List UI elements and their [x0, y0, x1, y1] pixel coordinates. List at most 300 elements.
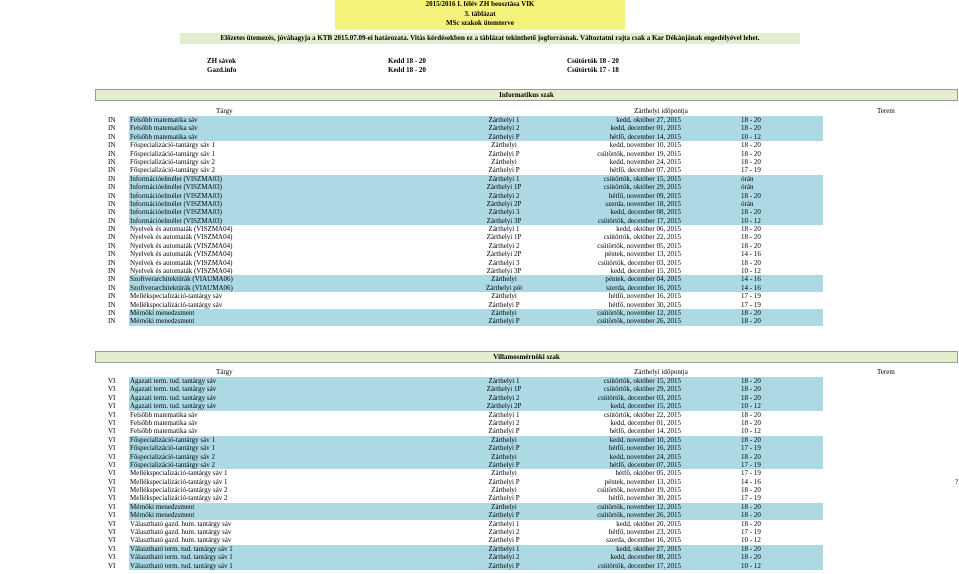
program-code-cell: IN: [108, 225, 116, 234]
zh-savok-label: ZH sávok: [207, 57, 236, 65]
subject-cell: Felsőbb matematika sáv: [130, 418, 198, 427]
exam-time-cell: 17 - 19: [741, 494, 761, 503]
program-code-cell: VI: [108, 460, 116, 469]
exam-date-cell: csütörtök, december 03, 2015: [597, 258, 681, 267]
program-code-cell: IN: [108, 250, 116, 259]
exam-type-cell: Zárthelyi 1: [488, 544, 520, 553]
program-code-cell: IN: [108, 183, 116, 192]
exam-date-cell: kedd, december 15, 2015: [610, 402, 681, 411]
exam-type-cell: Zárthelyi 3P: [486, 216, 522, 225]
gazd-sav-b: Csütörtök 17 - 18: [567, 66, 619, 74]
exam-type-cell: Zárthelyi 1: [488, 519, 520, 528]
table-row: [95, 385, 958, 393]
program-code-cell: VI: [108, 511, 116, 520]
subject-cell: Választható gazd. hum. tantárgy sáv: [130, 519, 232, 528]
exam-type-cell: Zárthelyi P: [488, 536, 520, 545]
subject-cell: Választható gazd. hum. tantárgy sáv: [130, 528, 232, 537]
exam-time-cell: 18 - 20: [741, 241, 761, 250]
exam-time-cell: 18 - 20: [741, 418, 761, 427]
exam-date-cell: csütörtök, november 05, 2015: [597, 241, 681, 250]
program-code-cell: IN: [108, 267, 116, 276]
table-row: [95, 478, 958, 486]
notice-banner: Előzetes ütemezés, jóváhagyja a KTB 2015.07.09-ei határozata. Vitás kérdésekben ez a táblázat tekinthető jogforrásnak. Változtatni rajta csak a Kar Dékánjának engedélyével lehet.: [180, 33, 800, 44]
table-row: [95, 275, 958, 283]
exam-time-cell: 14 - 16: [741, 283, 761, 292]
exam-type-cell: Zárthelyi P: [488, 511, 520, 520]
table-row: [95, 208, 958, 216]
exam-type-cell: Zárthelyi 1: [488, 225, 520, 234]
exam-type-cell: Zárthelyi 1: [488, 174, 520, 183]
program-code-cell: VI: [108, 494, 116, 503]
exam-time-cell: 18 - 20: [741, 317, 761, 326]
exam-date-cell: hétfő, október 05, 2015: [615, 469, 681, 478]
program-code-cell: IN: [108, 241, 116, 250]
exam-type-cell: Zárthelyi 2: [488, 528, 520, 537]
program-code-cell: VI: [108, 410, 116, 419]
exam-type-cell: Zárthelyi 3P: [486, 267, 522, 276]
zh-sav-b: Csütörtök 18 - 20: [567, 57, 619, 65]
table-row: [95, 520, 958, 528]
subject-cell: Főspecializáció-tantárgy sáv 1: [130, 149, 216, 158]
exam-date-cell: csütörtök, október 22, 2015: [603, 410, 681, 419]
subject-cell: Főspecializáció-tantárgy sáv 2: [130, 452, 216, 461]
table-row: [95, 183, 958, 191]
exam-date-cell: csütörtök, október 29, 2015: [603, 183, 681, 192]
column-header-subject: Tárgy: [216, 368, 233, 376]
exam-date-cell: kedd, október 20, 2015: [616, 519, 681, 528]
exam-time-cell: 18 - 20: [741, 544, 761, 553]
table-row: [95, 536, 958, 544]
subject-cell: Mérnöki menedzsment: [130, 308, 195, 317]
program-code-cell: VI: [108, 444, 116, 453]
program-code-cell: VI: [108, 561, 116, 570]
exam-time-cell: 14 - 16: [741, 477, 761, 486]
program-code-cell: IN: [108, 208, 116, 217]
exam-type-cell: Zárthelyi: [491, 141, 517, 150]
subject-cell: Főspecializáció-tantárgy sáv 2: [130, 460, 216, 469]
exam-type-cell: Zárthelyi P: [488, 444, 520, 453]
subject-cell: Információelmélet (VISZMA03): [130, 183, 222, 192]
document-title: 2015/2016 I. félév ZH beosztása VIK: [425, 0, 535, 8]
zh-sav-a: Kedd 18 - 20: [388, 57, 426, 65]
exam-type-cell: Zárthelyi 1P: [486, 183, 522, 192]
subject-cell: Nyelvek és automaták (VISZMA04): [130, 250, 233, 259]
exam-type-cell: Zárthelyi P: [488, 300, 520, 309]
exam-time-cell: 18 - 20: [741, 225, 761, 234]
document-title-box: [335, 0, 625, 30]
subject-cell: Főspecializáció-tantárgy sáv 2: [130, 166, 216, 175]
subject-cell: Főspecializáció-tantárgy sáv 1: [130, 444, 216, 453]
exam-time-cell: 18 - 20: [741, 124, 761, 133]
subject-cell: Nyelvek és automaták (VISZMA04): [130, 267, 233, 276]
exam-time-cell: 18 - 20: [741, 233, 761, 242]
subject-cell: Ágazati term. tud. tantárgy sáv: [130, 402, 217, 411]
table-row: [95, 511, 958, 519]
exam-date-cell: kedd, november 10, 2015: [609, 435, 681, 444]
exam-type-cell: Zárthelyi 2P: [486, 199, 522, 208]
program-code-cell: IN: [108, 124, 116, 133]
table-row: [95, 200, 958, 208]
exam-time-cell: 17 - 19: [741, 444, 761, 453]
program-code-cell: IN: [108, 292, 116, 301]
program-code-cell: VI: [108, 402, 116, 411]
program-code-cell: IN: [108, 199, 116, 208]
program-code-cell: IN: [108, 132, 116, 141]
subject-cell: Főspecializáció-tantárgy sáv 1: [130, 435, 216, 444]
table-row: [95, 242, 958, 250]
table-row: [95, 494, 958, 502]
program-code-cell: VI: [108, 385, 116, 394]
subject-cell: Nyelvek és automaták (VISZMA04): [130, 225, 233, 234]
exam-date-cell: kedd, november 24, 2015: [609, 157, 681, 166]
exam-time-cell: 18 - 20: [741, 519, 761, 528]
exam-date-cell: hétfő, november 30, 2015: [608, 494, 681, 503]
exam-type-cell: Zárthelyi pót: [485, 283, 523, 292]
program-code-cell: IN: [108, 258, 116, 267]
exam-time-cell: 18 - 20: [741, 116, 761, 124]
exam-date-cell: hétfő, december 14, 2015: [609, 427, 681, 436]
exam-date-cell: szerda, november 18, 2015: [605, 199, 681, 208]
program-code-cell: VI: [108, 377, 116, 385]
exam-type-cell: Zárthelyi 3: [488, 258, 520, 267]
subject-cell: Mérnöki menedzsment: [130, 502, 195, 511]
exam-date-cell: csütörtök, november 12, 2015: [597, 308, 681, 317]
exam-time-cell: 10 - 12: [741, 216, 761, 225]
subject-cell: Mellékspecializáció-tantárgy sáv: [130, 292, 223, 301]
exam-date-cell: csütörtök, november 19, 2015: [597, 149, 681, 158]
subject-cell: Felsőbb matematika sáv: [130, 132, 198, 141]
exam-type-cell: Zárthelyi 3: [488, 208, 520, 217]
note-marker: ?: [955, 477, 959, 486]
exam-date-cell: csütörtök, november 26, 2015: [597, 511, 681, 520]
subject-cell: Felsőbb matematika sáv: [130, 124, 198, 133]
exam-time-cell: 18 - 20: [741, 486, 761, 495]
table-row: [95, 309, 958, 317]
section-header-informatikus: Informatikus szak: [95, 89, 958, 101]
table-row: [95, 486, 958, 494]
exam-date-cell: hétfő, november 16, 2015: [608, 292, 681, 301]
program-code-cell: VI: [108, 486, 116, 495]
subject-cell: Felsőbb matematika sáv: [130, 410, 198, 419]
schedule-table-informatikus: [95, 116, 958, 326]
exam-time-cell: 18 - 20: [741, 377, 761, 385]
table-row: [95, 292, 958, 300]
exam-type-cell: Zárthelyi P: [488, 317, 520, 326]
exam-date-cell: hétfő, december 07, 2015: [609, 460, 681, 469]
exam-time-cell: 10 - 12: [741, 132, 761, 141]
exam-date-cell: kedd, december 01, 2015: [610, 418, 681, 427]
exam-time-cell: 17 - 19: [741, 292, 761, 301]
exam-date-cell: csütörtök, november 12, 2015: [597, 502, 681, 511]
table-row: [95, 436, 958, 444]
program-code-cell: VI: [108, 528, 116, 537]
program-code-cell: VI: [108, 502, 116, 511]
exam-type-cell: Zárthelyi P: [488, 561, 520, 570]
exam-time-cell: 18 - 20: [741, 141, 761, 150]
program-code-cell: VI: [108, 469, 116, 478]
table-row: [95, 133, 958, 141]
exam-type-cell: Zárthelyi 2P: [486, 250, 522, 259]
exam-type-cell: Zárthelyi: [491, 435, 517, 444]
program-code-cell: IN: [108, 149, 116, 158]
subject-cell: Mérnöki menedzsment: [130, 511, 195, 520]
subject-cell: Felsőbb matematika sáv: [130, 116, 198, 124]
table-row: [95, 116, 958, 124]
exam-type-cell: Zárthelyi 1P: [486, 385, 522, 394]
subject-cell: Választható gazd. hum. tantárgy sáv: [130, 536, 232, 545]
exam-date-cell: csütörtök, október 22, 2015: [603, 233, 681, 242]
exam-date-cell: kedd, december 08, 2015: [610, 208, 681, 217]
exam-date-cell: szerda, december 16, 2015: [606, 283, 681, 292]
exam-time-cell: 18 - 20: [741, 553, 761, 562]
subject-cell: Mellékspecializáció-tantárgy sáv: [130, 300, 223, 309]
exam-date-cell: hétfő, december 07, 2015: [609, 166, 681, 175]
table-row: [95, 175, 958, 183]
column-header-room: Terem: [877, 368, 895, 376]
table-row: [95, 192, 958, 200]
subject-cell: Mellékspecializáció-tantárgy sáv 2: [130, 486, 228, 495]
exam-type-cell: Zárthelyi P: [488, 427, 520, 436]
exam-date-cell: kedd, október 27, 2015: [616, 116, 681, 124]
exam-type-cell: Zárthelyi P: [488, 494, 520, 503]
exam-date-cell: hétfő, november 23, 2015: [608, 528, 681, 537]
exam-time-cell: órán: [741, 183, 754, 192]
table-row: [95, 259, 958, 267]
exam-date-cell: csütörtök, december 03, 2015: [597, 393, 681, 402]
exam-time-cell: 18 - 20: [741, 149, 761, 158]
program-code-cell: IN: [108, 308, 116, 317]
subject-cell: Nyelvek és automaták (VISZMA04): [130, 258, 233, 267]
exam-time-cell: 17 - 19: [741, 300, 761, 309]
exam-time-cell: 18 - 20: [741, 208, 761, 217]
table-row: [95, 402, 958, 410]
exam-time-cell: 18 - 20: [741, 435, 761, 444]
exam-date-cell: hétfő, november 30, 2015: [608, 300, 681, 309]
subject-cell: Információelmélet (VISZMA03): [130, 191, 222, 200]
exam-time-cell: 14 - 16: [741, 275, 761, 284]
program-code-cell: IN: [108, 116, 116, 124]
exam-time-cell: 17 - 19: [741, 469, 761, 478]
table-row: [95, 427, 958, 435]
subject-cell: Mellékspecializáció-tantárgy sáv 1: [130, 469, 228, 478]
exam-type-cell: Zárthelyi 2: [488, 393, 520, 402]
subject-cell: Felsőbb matematika sáv: [130, 427, 198, 436]
exam-time-cell: 18 - 20: [741, 157, 761, 166]
program-code-cell: IN: [108, 300, 116, 309]
gazd-sav-a: Kedd 18 - 20: [388, 66, 426, 74]
exam-type-cell: Zárthelyi: [491, 502, 517, 511]
program-code-cell: VI: [108, 477, 116, 486]
subject-cell: Mérnöki menedzsment: [130, 317, 195, 326]
exam-date-cell: csütörtök, november 19, 2015: [597, 486, 681, 495]
exam-time-cell: 14 - 16: [741, 250, 761, 259]
exam-time-cell: 17 - 19: [741, 166, 761, 175]
subject-cell: Főspecializáció-tantárgy sáv 2: [130, 157, 216, 166]
program-code-cell: VI: [108, 452, 116, 461]
column-header-date: Zárthelyi időpontja: [634, 107, 688, 115]
column-header-subject: Tárgy: [216, 107, 233, 115]
exam-type-cell: Zárthelyi: [491, 292, 517, 301]
exam-time-cell: 10 - 12: [741, 427, 761, 436]
table-row: [95, 150, 958, 158]
program-code-cell: IN: [108, 233, 116, 242]
exam-type-cell: Zárthelyi P: [488, 460, 520, 469]
exam-date-cell: csütörtök, október 29, 2015: [603, 385, 681, 394]
subject-cell: Mellékspecializáció-tantárgy sáv 1: [130, 477, 228, 486]
exam-type-cell: Zárthelyi 2: [488, 418, 520, 427]
exam-time-cell: órán: [741, 174, 754, 183]
exam-date-cell: hétfő, november 16, 2015: [608, 444, 681, 453]
table-row: [95, 562, 958, 570]
exam-time-cell: 10 - 12: [741, 402, 761, 411]
table-row: [95, 377, 958, 385]
exam-type-cell: Zárthelyi P: [488, 149, 520, 158]
exam-date-cell: csütörtök, október 15, 2015: [603, 174, 681, 183]
subject-cell: Nyelvek és automaták (VISZMA04): [130, 241, 233, 250]
column-header-row: [95, 107, 958, 116]
exam-time-cell: 18 - 20: [741, 511, 761, 520]
subject-cell: Választható term. tud. tantárgy sáv 1: [130, 553, 233, 562]
table-row: [95, 503, 958, 511]
exam-type-cell: Zárthelyi P: [488, 166, 520, 175]
table-row: [95, 250, 958, 258]
program-code-cell: IN: [108, 317, 116, 326]
exam-type-cell: Zárthelyi 2: [488, 124, 520, 133]
exam-time-cell: 18 - 20: [741, 308, 761, 317]
program-code-cell: IN: [108, 166, 116, 175]
subject-cell: Információelmélet (VISZMA03): [130, 174, 222, 183]
exam-type-cell: Zárthelyi: [491, 275, 517, 284]
table-row: [95, 453, 958, 461]
program-code-cell: VI: [108, 427, 116, 436]
subject-cell: Szoftverarchitektúrák (VIAUMA06): [130, 275, 233, 284]
program-code-cell: VI: [108, 519, 116, 528]
column-header-row: [95, 368, 958, 377]
exam-type-cell: Zárthelyi 1P: [486, 233, 522, 242]
exam-time-cell: órán: [741, 199, 754, 208]
table-row: [95, 158, 958, 166]
table-row: [95, 461, 958, 469]
exam-type-cell: Zárthelyi 2: [488, 553, 520, 562]
table-row: [95, 267, 958, 275]
exam-time-cell: 18 - 20: [741, 385, 761, 394]
subject-cell: Mellékspecializáció-tantárgy sáv 2: [130, 494, 228, 503]
subject-cell: Főspecializáció-tantárgy sáv 1: [130, 141, 216, 150]
exam-date-cell: csütörtök, október 15, 2015: [603, 377, 681, 385]
table-row: [95, 528, 958, 536]
exam-date-cell: kedd, december 15, 2015: [610, 267, 681, 276]
table-number: 3. táblázat: [464, 9, 496, 18]
exam-date-cell: kedd, december 01, 2015: [610, 124, 681, 133]
exam-date-cell: kedd, november 24, 2015: [609, 452, 681, 461]
section-header-villamosmernoki: Villamosmérnöki szak: [95, 351, 958, 363]
program-code-cell: VI: [108, 553, 116, 562]
exam-type-cell: Zárthelyi: [491, 486, 517, 495]
exam-date-cell: péntek, november 13, 2015: [604, 477, 681, 486]
table-row: [95, 225, 958, 233]
exam-type-cell: Zárthelyi 1: [488, 377, 520, 385]
table-row: [95, 444, 958, 452]
exam-type-cell: Zárthelyi: [491, 308, 517, 317]
column-header-room: Terem: [877, 107, 895, 115]
exam-date-cell: kedd, október 27, 2015: [616, 544, 681, 553]
exam-time-cell: 10 - 12: [741, 536, 761, 545]
exam-date-cell: hétfő, december 14, 2015: [609, 132, 681, 141]
exam-type-cell: Zárthelyi 1: [488, 116, 520, 124]
exam-type-cell: Zárthelyi 2: [488, 241, 520, 250]
program-code-cell: IN: [108, 141, 116, 150]
document-subtitle: MSc szakok ütemterve: [445, 19, 515, 27]
table-row: [95, 469, 958, 477]
table-row: [95, 141, 958, 149]
exam-time-cell: 10 - 12: [741, 267, 761, 276]
subject-cell: Ágazati term. tud. tantárgy sáv: [130, 393, 217, 402]
exam-time-cell: 18 - 20: [741, 452, 761, 461]
subject-cell: Szoftverarchitektúrák (VIAUMA06): [130, 283, 233, 292]
program-code-cell: IN: [108, 174, 116, 183]
exam-time-cell: 18 - 20: [741, 258, 761, 267]
schedule-table-villamosmernoki: [95, 377, 958, 570]
exam-date-cell: péntek, november 13, 2015: [604, 250, 681, 259]
program-code-cell: VI: [108, 544, 116, 553]
exam-time-cell: 18 - 20: [741, 410, 761, 419]
table-row: [95, 317, 958, 325]
exam-type-cell: Zárthelyi 1: [488, 410, 520, 419]
exam-date-cell: szerda, december 16, 2015: [606, 536, 681, 545]
column-header-date: Zárthelyi időpontja: [634, 368, 688, 376]
subject-cell: Információelmélet (VISZMA03): [130, 216, 222, 225]
program-code-cell: VI: [108, 418, 116, 427]
program-code-cell: IN: [108, 191, 116, 200]
program-code-cell: VI: [108, 393, 116, 402]
program-code-cell: IN: [108, 216, 116, 225]
subject-cell: Választható term. tud. tantárgy sáv 1: [130, 544, 233, 553]
subject-cell: Információelmélet (VISZMA03): [130, 208, 222, 217]
exam-type-cell: Zárthelyi: [491, 157, 517, 166]
exam-type-cell: Zárthelyi 2P: [486, 402, 522, 411]
exam-type-cell: Zárthelyi 2: [488, 191, 520, 200]
exam-type-cell: Zárthelyi: [491, 469, 517, 478]
subject-cell: Választható term. tud. tantárgy sáv 1: [130, 561, 233, 570]
exam-time-cell: 18 - 20: [741, 502, 761, 511]
subject-cell: Nyelvek és automaták (VISZMA04): [130, 233, 233, 242]
table-row: [95, 233, 958, 241]
exam-time-cell: 10 - 12: [741, 561, 761, 570]
table-row: [95, 553, 958, 561]
table-row: [95, 411, 958, 419]
exam-type-cell: Zárthelyi P: [488, 477, 520, 486]
exam-time-cell: 17 - 19: [741, 460, 761, 469]
program-code-cell: IN: [108, 275, 116, 284]
program-code-cell: VI: [108, 435, 116, 444]
table-row: [95, 166, 958, 174]
exam-date-cell: kedd, november 10, 2015: [609, 141, 681, 150]
table-row: [95, 301, 958, 309]
program-code-cell: IN: [108, 283, 116, 292]
exam-date-cell: csütörtök, november 26, 2015: [597, 317, 681, 326]
exam-date-cell: csütörtök, december 17, 2015: [597, 561, 681, 570]
exam-date-cell: kedd, október 06, 2015: [616, 225, 681, 234]
table-row: [95, 419, 958, 427]
subject-cell: Ágazati term. tud. tantárgy sáv: [130, 385, 217, 394]
exam-time-cell: 17 - 19: [741, 528, 761, 537]
exam-type-cell: Zárthelyi P: [488, 132, 520, 141]
exam-date-cell: hétfő, november 09, 2015: [608, 191, 681, 200]
exam-time-cell: 18 - 20: [741, 191, 761, 200]
subject-cell: Ágazati term. tud. tantárgy sáv: [130, 377, 217, 385]
table-row: [95, 124, 958, 132]
exam-date-cell: csütörtök, december 17, 2015: [597, 216, 681, 225]
